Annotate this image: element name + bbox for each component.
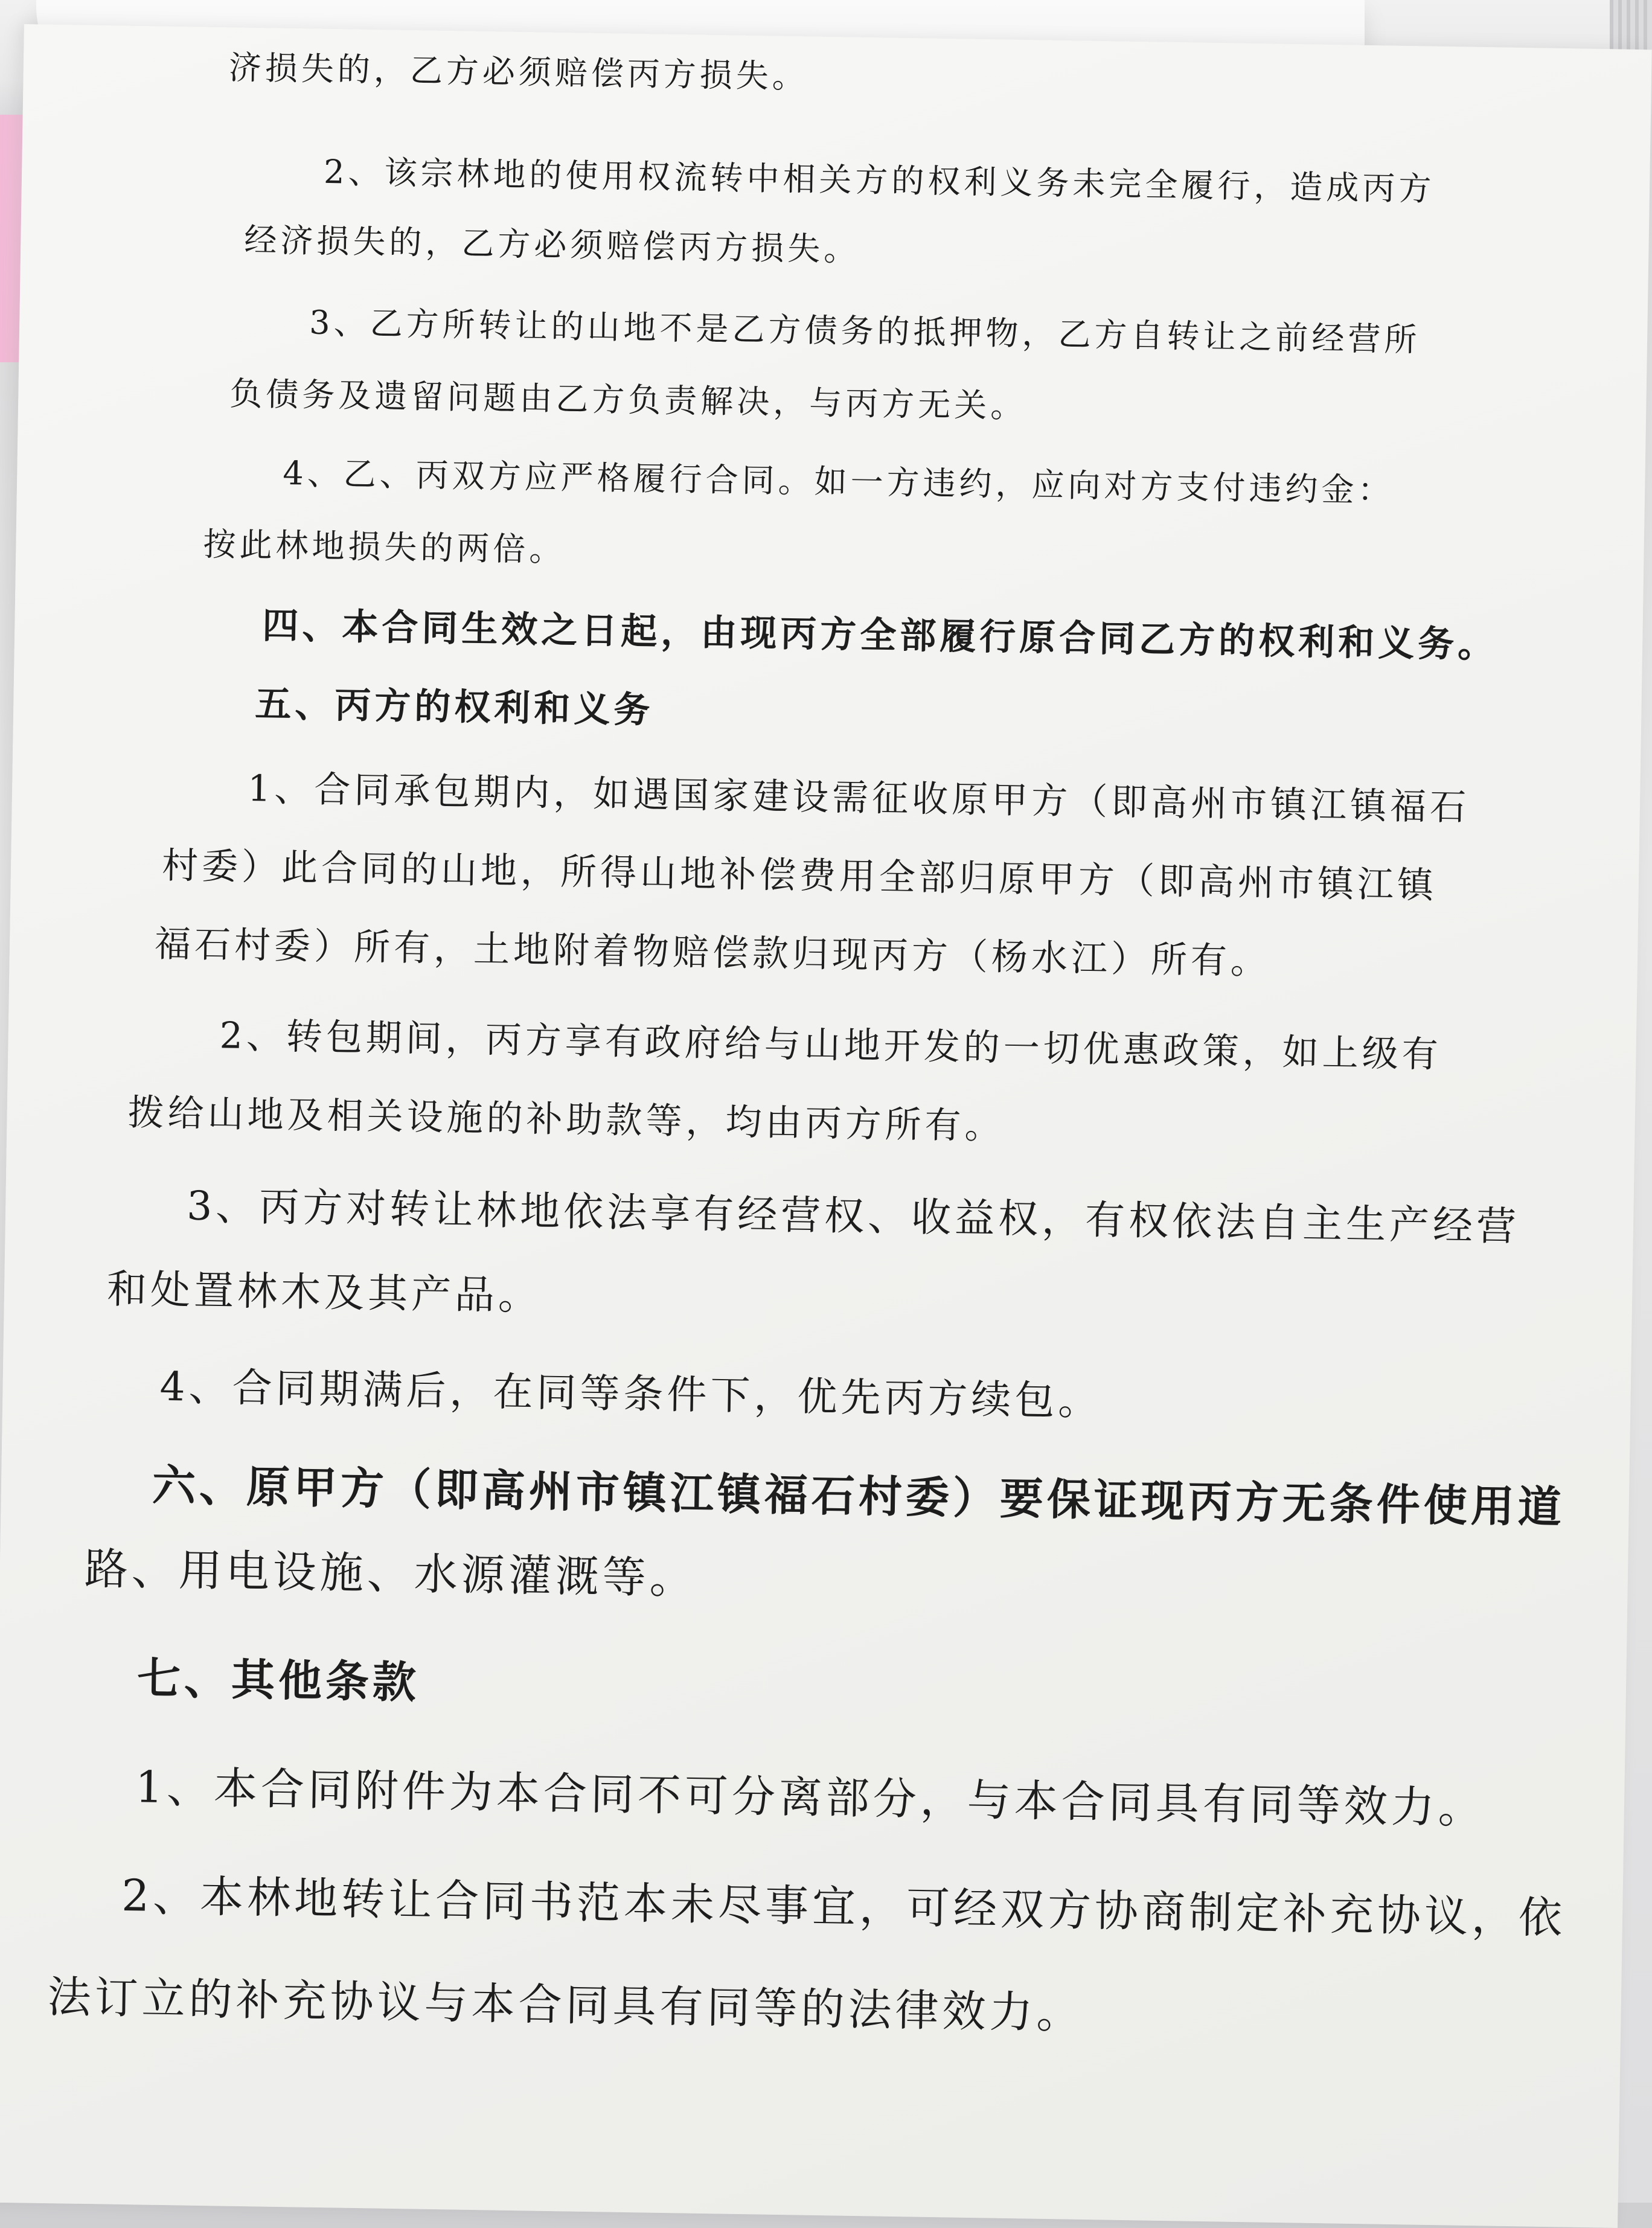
text-line: 1、本合同附件为本合同不可分离部分，与本合同具有同等效力。: [135, 1761, 1486, 1834]
text-line: 村委）此合同的山地，所得山地补偿费用全部归原甲方（即高州市镇江镇: [161, 844, 1438, 907]
text-line: 负债务及遗留问题由乙方负责解决，与丙方无关。: [229, 374, 1027, 426]
text-line: 按此林地损失的两倍。: [203, 525, 566, 569]
text-line: 路、用电设施、水源灌溉等。: [84, 1543, 697, 1604]
text-line: 1、合同承包期内，如遇国家建设需征收原甲方（即高州市镇江镇福石: [247, 767, 1470, 829]
text-line: 3、乙方所转让的山地不是乙方债务的抵押物，乙方自转让之前经营所: [309, 303, 1421, 359]
section-heading: 七、其他条款: [136, 1652, 420, 1708]
text-line: 经济损失的，乙方必须赔偿丙方损失。: [243, 220, 860, 269]
section-heading: 六、原甲方（即高州市镇江镇福石村委）要保证现丙方无条件使用道: [152, 1459, 1566, 1533]
text-line: 4、合同期满后，在同等条件下，优先丙方续包。: [159, 1363, 1102, 1425]
text-line: 2、本林地转让合同书范本未尽事宜，可经双方协商制定补充协议，依: [121, 1869, 1566, 1944]
text-line: 3、丙方对转让林地依法享有经营权、收益权，有权依法自主生产经营: [186, 1182, 1520, 1250]
contract-page: [0, 24, 1652, 2228]
section-heading: 五、丙方的权利和义务: [254, 683, 654, 732]
text-line: 和处置林木及其产品。: [106, 1266, 542, 1319]
text-line: 济损失的，乙方必须赔偿丙方损失。: [228, 48, 809, 96]
text-line: 4、乙、丙双方应严格履行合同。如一方违约，应向对方支付违约金：: [282, 453, 1395, 510]
section-heading: 四、本合同生效之日起，由现丙方全部履行原合同乙方的权利和义务。: [261, 604, 1498, 667]
text-line: 拨给山地及相关设施的补助款等，均由丙方所有。: [127, 1091, 1005, 1148]
text-line: 福石村委）所有，土地附着物赔偿款归现丙方（杨水江）所有。: [154, 923, 1271, 983]
text-line: 2、转包期间，丙方享有政府给与山地开发的一切优惠政策，如上级有: [219, 1014, 1442, 1077]
text-line: 法订立的补充协议与本合同具有同等的法律效力。: [47, 1971, 1084, 2038]
text-line: 2、该宗林地的使用权流转中相关方的权利义务未完全履行，造成丙方: [323, 152, 1435, 208]
